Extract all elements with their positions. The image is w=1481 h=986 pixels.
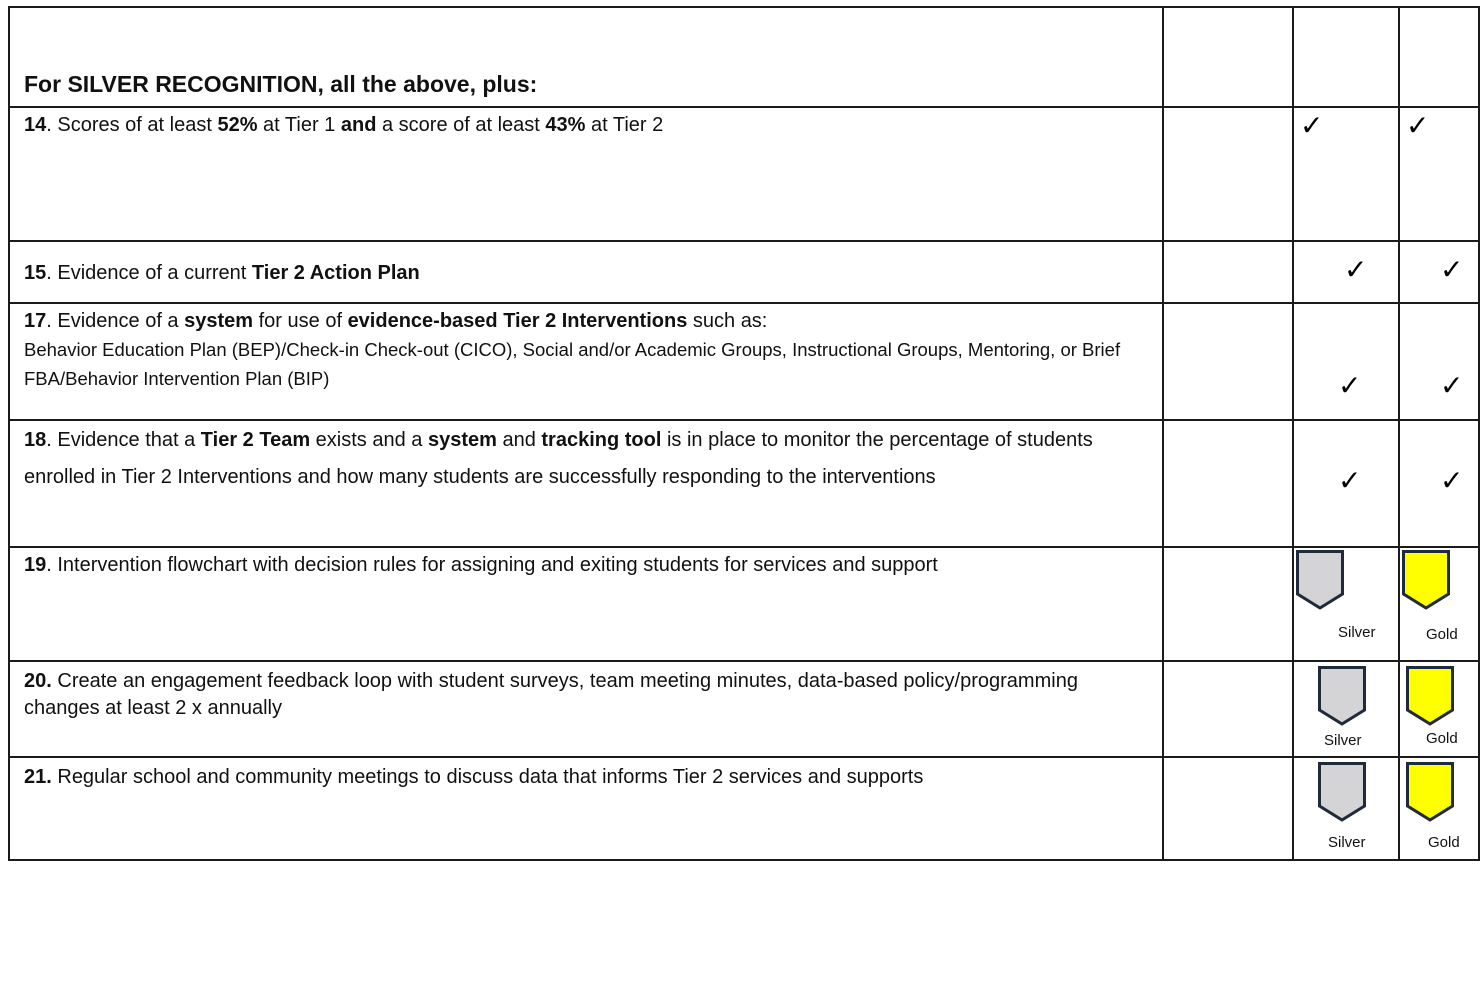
criterion-text: 15. Evidence of a current Tier 2 Action Plan xyxy=(9,241,1163,303)
silver-badge-cell xyxy=(1293,757,1399,860)
criterion-number: 18 xyxy=(24,429,47,451)
criterion-text: 14. Scores of at least 52% at Tier 1 and a score of at least 43% at Tier 2 xyxy=(9,107,1163,241)
gold-badge-label: Gold xyxy=(1426,626,1458,643)
blank-cell xyxy=(1163,303,1293,420)
silver-check-cell xyxy=(1293,420,1399,547)
header-silver-cell xyxy=(1293,7,1399,107)
check-icon: ✓ xyxy=(1300,109,1324,142)
criterion-row xyxy=(9,661,1479,757)
blank-cell xyxy=(1163,241,1293,303)
gold-badge-icon xyxy=(1402,550,1450,610)
check-icon: ✓ xyxy=(1406,109,1430,142)
blank-cell xyxy=(1163,420,1293,547)
check-icon: ✓ xyxy=(1338,369,1362,402)
blank-cell xyxy=(1163,757,1293,860)
gold-badge-cell xyxy=(1399,661,1479,757)
silver-badge-cell xyxy=(1293,547,1399,661)
check-icon: ✓ xyxy=(1344,253,1368,286)
silver-check-cell xyxy=(1293,303,1399,420)
silver-badge-label: Silver xyxy=(1324,732,1362,749)
criterion-number: 15 xyxy=(24,261,47,284)
criterion-examples: Behavior Education Plan (BEP)/Check-in Check-out (CICO), Social and/or Academic Groups, Instructional Groups, Mentoring, or Brief FBA/Behavior Intervention Plan (BIP) xyxy=(24,339,1121,389)
criterion-text: 18. Evidence that a Tier 2 Team exists and a system and tracking tool is in place to monitor the percentage of students enrolled in Tier 2 Interventions and how many students are successfully responding to the interventions xyxy=(9,420,1163,547)
gold-check-cell xyxy=(1399,241,1479,303)
criterion-row xyxy=(9,547,1479,661)
gold-badge-label: Gold xyxy=(1428,834,1460,851)
gold-badge-cell xyxy=(1399,757,1479,860)
criterion-row xyxy=(9,241,1479,303)
criterion-row xyxy=(9,303,1479,420)
gold-badge-icon xyxy=(1406,666,1454,726)
section-title: For SILVER RECOGNITION, all the above, plus: xyxy=(9,7,1163,107)
silver-badge-icon xyxy=(1318,762,1366,822)
criterion-text: 21. Regular school and community meetings to discuss data that informs Tier 2 services and supports xyxy=(9,757,1163,860)
criterion-row xyxy=(9,420,1479,547)
criterion-number: 20. xyxy=(24,670,52,692)
silver-check-cell xyxy=(1293,241,1399,303)
criterion-number: 21. xyxy=(24,766,52,788)
header-empty-cell xyxy=(1163,7,1293,107)
criterion-number: 17 xyxy=(24,310,47,332)
table-header-row xyxy=(9,7,1479,107)
criterion-text: 17. Evidence of a system for use of evidence-based Tier 2 Interventions such as: Behavior Education Plan (BEP)/Check-in Check-out (CICO), Social and/or Academic Groups, Instructional Groups, Mentoring, or Brief FBA/Behavior Intervention Plan (BIP) xyxy=(9,303,1163,420)
silver-check-cell xyxy=(1293,107,1399,241)
criterion-row xyxy=(9,107,1479,241)
gold-check-cell xyxy=(1399,303,1479,420)
check-icon: ✓ xyxy=(1338,464,1362,497)
gold-badge-icon xyxy=(1406,762,1454,822)
check-icon: ✓ xyxy=(1440,369,1464,402)
criterion-number: 19 xyxy=(24,554,47,576)
blank-cell xyxy=(1163,547,1293,661)
gold-badge-cell xyxy=(1399,547,1479,661)
header-gold-cell xyxy=(1399,7,1479,107)
criterion-text: 19. Intervention flowchart with decision rules for assigning and exiting students for services and support xyxy=(9,547,1163,661)
criterion-number: 14 xyxy=(24,114,47,136)
check-icon: ✓ xyxy=(1440,253,1464,286)
gold-check-cell xyxy=(1399,107,1479,241)
recognition-criteria-table xyxy=(8,6,1480,861)
gold-check-cell xyxy=(1399,420,1479,547)
silver-badge-icon xyxy=(1296,550,1344,610)
gold-badge-label: Gold xyxy=(1426,730,1458,747)
criterion-row xyxy=(9,757,1479,860)
silver-badge-cell xyxy=(1293,661,1399,757)
check-icon: ✓ xyxy=(1440,464,1464,497)
blank-cell xyxy=(1163,107,1293,241)
silver-badge-label: Silver xyxy=(1338,624,1376,641)
blank-cell xyxy=(1163,661,1293,757)
criterion-text: 20. Create an engagement feedback loop with student surveys, team meeting minutes, data-based policy/programming changes at least 2 x annually xyxy=(9,661,1163,757)
silver-badge-icon xyxy=(1318,666,1366,726)
silver-badge-label: Silver xyxy=(1328,834,1366,851)
